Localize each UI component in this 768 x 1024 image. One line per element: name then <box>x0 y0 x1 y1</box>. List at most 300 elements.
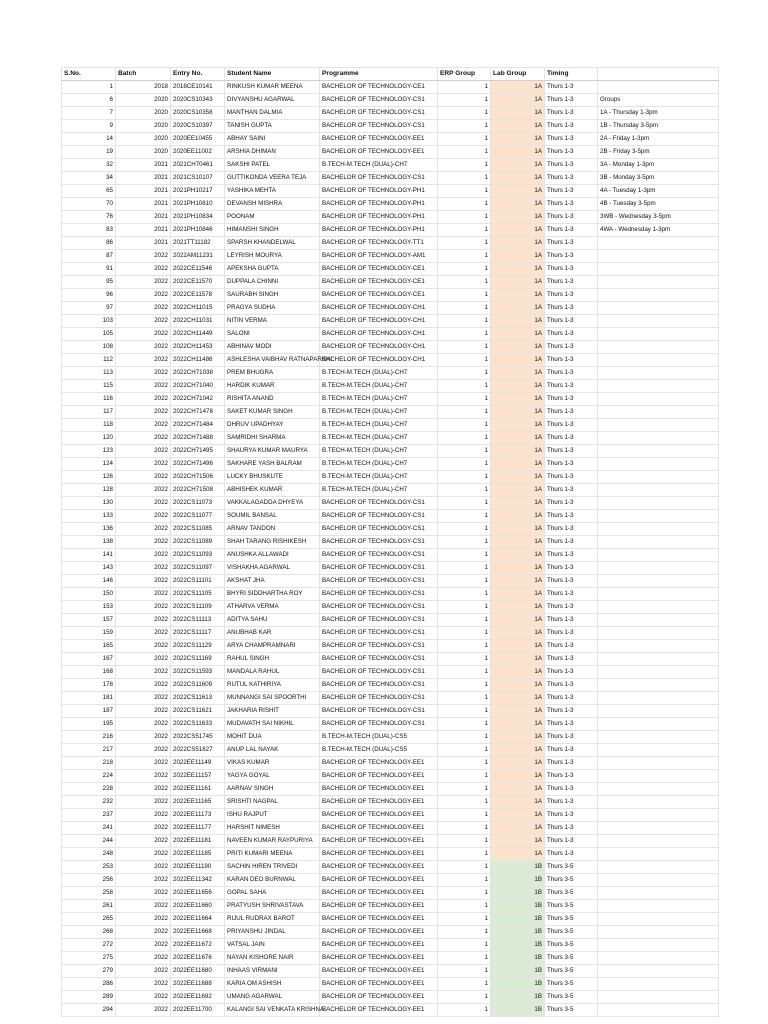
cell-student-name[interactable]: PRATYUSH SHRIVASTAVA <box>225 900 320 913</box>
cell-timing[interactable]: Thurs 1-3 <box>545 224 598 237</box>
cell-sno[interactable]: 76 <box>62 211 116 224</box>
cell-entry-no[interactable]: 2022CS11129 <box>171 640 225 653</box>
empty-cell[interactable] <box>598 341 719 354</box>
cell-programme[interactable]: B.TECH-M.TECH (DUAL)-CH7 <box>320 393 438 406</box>
cell-batch[interactable]: 2022 <box>116 289 171 302</box>
cell-programme[interactable]: B.TECH-M.TECH (DUAL)-CH7 <box>320 380 438 393</box>
cell-entry-no[interactable]: 2022EE11676 <box>171 952 225 965</box>
cell-programme[interactable]: BACHELOR OF TECHNOLOGY-CH1 <box>320 315 438 328</box>
cell-timing[interactable]: Thurs 1-3 <box>545 198 598 211</box>
cell-student-name[interactable]: YAGYA GOYAL <box>225 770 320 783</box>
cell-sno[interactable]: 256 <box>62 874 116 887</box>
cell-entry-no[interactable]: 2022EE11165 <box>171 796 225 809</box>
empty-cell[interactable] <box>598 913 719 926</box>
cell-entry-no[interactable]: 2022CS11633 <box>171 718 225 731</box>
cell-programme[interactable]: B.TECH-M.TECH (DUAL)-CH7 <box>320 406 438 419</box>
cell-programme[interactable]: BACHELOR OF TECHNOLOGY-EE1 <box>320 874 438 887</box>
cell-erp-group[interactable]: 1 <box>438 133 491 146</box>
cell-sno[interactable]: 91 <box>62 263 116 276</box>
cell-sno[interactable]: 70 <box>62 198 116 211</box>
cell-student-name[interactable]: MOHIT DUA <box>225 731 320 744</box>
cell-lab-group[interactable]: 1A <box>491 653 545 666</box>
cell-lab-group[interactable]: 1A <box>491 393 545 406</box>
cell-student-name[interactable]: SAMRIDHI SHARMA <box>225 432 320 445</box>
cell-erp-group[interactable]: 1 <box>438 198 491 211</box>
cell-batch[interactable]: 2022 <box>116 822 171 835</box>
cell-student-name[interactable]: SHAURYA KUMAR MAURYA <box>225 445 320 458</box>
cell-student-name[interactable]: SOUMIL BANSAL <box>225 510 320 523</box>
cell-timing[interactable]: Thurs 1-3 <box>545 588 598 601</box>
cell-student-name[interactable]: ASHLESHA VAIBHAV RATNAPARKHI <box>225 354 320 367</box>
cell-programme[interactable]: BACHELOR OF TECHNOLOGY-CS1 <box>320 718 438 731</box>
cell-timing[interactable]: Thurs 1-3 <box>545 133 598 146</box>
cell-timing[interactable]: Thurs 1-3 <box>545 354 598 367</box>
cell-lab-group[interactable]: 1A <box>491 562 545 575</box>
cell-programme[interactable]: BACHELOR OF TECHNOLOGY-EE1 <box>320 913 438 926</box>
cell-sno[interactable]: 120 <box>62 432 116 445</box>
cell-student-name[interactable]: ARNAV TANDON <box>225 523 320 536</box>
cell-sno[interactable]: 165 <box>62 640 116 653</box>
cell-student-name[interactable]: HIMANSHI SINGH <box>225 224 320 237</box>
cell-student-name[interactable]: UMANG AGARWAL <box>225 991 320 1004</box>
cell-timing[interactable]: Thurs 1-3 <box>545 757 598 770</box>
cell-programme[interactable]: BACHELOR OF TECHNOLOGY-CS1 <box>320 107 438 120</box>
cell-student-name[interactable]: ARSHIA DHIMAN <box>225 146 320 159</box>
cell-sno[interactable]: 117 <box>62 406 116 419</box>
cell-programme[interactable]: BACHELOR OF TECHNOLOGY-EE1 <box>320 952 438 965</box>
cell-sno[interactable]: 228 <box>62 783 116 796</box>
cell-entry-no[interactable]: 2020CS10397 <box>171 120 225 133</box>
cell-erp-group[interactable]: 1 <box>438 536 491 549</box>
cell-erp-group[interactable]: 1 <box>438 835 491 848</box>
group-schedule-item[interactable]: 1A - Thursday 1-3pm <box>598 107 719 120</box>
cell-sno[interactable]: 272 <box>62 939 116 952</box>
cell-timing[interactable]: Thurs 1-3 <box>545 276 598 289</box>
cell-sno[interactable]: 34 <box>62 172 116 185</box>
cell-batch[interactable]: 2021 <box>116 185 171 198</box>
cell-entry-no[interactable]: 2022CH11486 <box>171 354 225 367</box>
cell-erp-group[interactable]: 1 <box>438 315 491 328</box>
cell-student-name[interactable]: ISHU RAJPUT <box>225 809 320 822</box>
cell-lab-group[interactable]: 1A <box>491 640 545 653</box>
cell-batch[interactable]: 2021 <box>116 159 171 172</box>
cell-timing[interactable]: Thurs 1-3 <box>545 705 598 718</box>
cell-sno[interactable]: 224 <box>62 770 116 783</box>
cell-erp-group[interactable]: 1 <box>438 289 491 302</box>
cell-lab-group[interactable]: 1A <box>491 627 545 640</box>
group-schedule-item[interactable]: 2A - Friday 1-3pm <box>598 133 719 146</box>
cell-programme[interactable]: BACHELOR OF TECHNOLOGY-CS1 <box>320 172 438 185</box>
cell-batch[interactable]: 2021 <box>116 172 171 185</box>
cell-sno[interactable]: 265 <box>62 913 116 926</box>
cell-lab-group[interactable]: 1A <box>491 731 545 744</box>
cell-lab-group[interactable]: 1A <box>491 783 545 796</box>
cell-batch[interactable]: 2022 <box>116 471 171 484</box>
cell-erp-group[interactable]: 1 <box>438 588 491 601</box>
cell-lab-group[interactable]: 1B <box>491 991 545 1004</box>
cell-erp-group[interactable]: 1 <box>438 107 491 120</box>
cell-entry-no[interactable]: 2020EE11002 <box>171 146 225 159</box>
cell-lab-group[interactable]: 1A <box>491 276 545 289</box>
empty-cell[interactable] <box>598 562 719 575</box>
empty-cell[interactable] <box>598 731 719 744</box>
cell-sno[interactable]: 115 <box>62 380 116 393</box>
cell-sno[interactable]: 294 <box>62 1004 116 1017</box>
cell-programme[interactable]: BACHELOR OF TECHNOLOGY-EE1 <box>320 133 438 146</box>
cell-programme[interactable]: BACHELOR OF TECHNOLOGY-EE1 <box>320 770 438 783</box>
cell-timing[interactable]: Thurs 1-3 <box>545 445 598 458</box>
cell-student-name[interactable]: KARAN DEO BURNWAL <box>225 874 320 887</box>
cell-sno[interactable]: 19 <box>62 146 116 159</box>
cell-erp-group[interactable]: 1 <box>438 237 491 250</box>
empty-cell[interactable] <box>598 484 719 497</box>
cell-erp-group[interactable]: 1 <box>438 211 491 224</box>
cell-lab-group[interactable]: 1A <box>491 510 545 523</box>
cell-sno[interactable]: 248 <box>62 848 116 861</box>
cell-timing[interactable]: Thurs 1-3 <box>545 458 598 471</box>
cell-batch[interactable]: 2022 <box>116 315 171 328</box>
cell-timing[interactable]: Thurs 1-3 <box>545 159 598 172</box>
cell-student-name[interactable]: HARDIK KUMAR <box>225 380 320 393</box>
cell-programme[interactable]: BACHELOR OF TECHNOLOGY-PH1 <box>320 224 438 237</box>
cell-lab-group[interactable]: 1A <box>491 159 545 172</box>
cell-erp-group[interactable]: 1 <box>438 523 491 536</box>
cell-timing[interactable]: Thurs 3-5 <box>545 874 598 887</box>
cell-batch[interactable]: 2022 <box>116 666 171 679</box>
cell-timing[interactable]: Thurs 3-5 <box>545 1004 598 1017</box>
cell-erp-group[interactable]: 1 <box>438 159 491 172</box>
cell-erp-group[interactable]: 1 <box>438 575 491 588</box>
cell-entry-no[interactable]: 2022CH71042 <box>171 393 225 406</box>
cell-lab-group[interactable]: 1A <box>491 224 545 237</box>
cell-batch[interactable]: 2022 <box>116 991 171 1004</box>
cell-erp-group[interactable]: 1 <box>438 913 491 926</box>
cell-erp-group[interactable]: 1 <box>438 809 491 822</box>
cell-sno[interactable]: 65 <box>62 185 116 198</box>
cell-student-name[interactable]: LUCKY BHUSKUTE <box>225 471 320 484</box>
col-header-erp-group[interactable]: ERP Group <box>438 68 491 81</box>
cell-batch[interactable]: 2022 <box>116 354 171 367</box>
cell-batch[interactable]: 2022 <box>116 614 171 627</box>
cell-batch[interactable]: 2022 <box>116 887 171 900</box>
cell-programme[interactable]: BACHELOR OF TECHNOLOGY-CS1 <box>320 523 438 536</box>
cell-sno[interactable]: 126 <box>62 471 116 484</box>
cell-entry-no[interactable]: 2022EE11700 <box>171 1004 225 1017</box>
empty-cell[interactable] <box>598 575 719 588</box>
empty-cell[interactable] <box>598 965 719 978</box>
cell-erp-group[interactable]: 1 <box>438 510 491 523</box>
cell-entry-no[interactable]: 2022EE11672 <box>171 939 225 952</box>
empty-cell[interactable] <box>598 848 719 861</box>
cell-entry-no[interactable]: 2022EE11680 <box>171 965 225 978</box>
cell-timing[interactable]: Thurs 1-3 <box>545 380 598 393</box>
cell-sno[interactable]: 95 <box>62 276 116 289</box>
cell-sno[interactable]: 153 <box>62 601 116 614</box>
empty-cell[interactable] <box>598 666 719 679</box>
cell-erp-group[interactable]: 1 <box>438 458 491 471</box>
cell-student-name[interactable]: SAKHARE YASH BALRAM <box>225 458 320 471</box>
empty-cell[interactable] <box>598 926 719 939</box>
cell-lab-group[interactable]: 1A <box>491 237 545 250</box>
cell-timing[interactable]: Thurs 1-3 <box>545 536 598 549</box>
cell-erp-group[interactable]: 1 <box>438 653 491 666</box>
cell-erp-group[interactable]: 1 <box>438 718 491 731</box>
cell-student-name[interactable]: VATSAL JAIN <box>225 939 320 952</box>
cell-programme[interactable]: BACHELOR OF TECHNOLOGY-CH1 <box>320 328 438 341</box>
empty-cell[interactable] <box>598 419 719 432</box>
cell-programme[interactable]: BACHELOR OF TECHNOLOGY-EE1 <box>320 757 438 770</box>
cell-entry-no[interactable]: 2022EE11660 <box>171 900 225 913</box>
cell-timing[interactable]: Thurs 1-3 <box>545 692 598 705</box>
cell-batch[interactable]: 2022 <box>116 653 171 666</box>
cell-batch[interactable]: 2022 <box>116 380 171 393</box>
cell-lab-group[interactable]: 1B <box>491 874 545 887</box>
cell-batch[interactable]: 2022 <box>116 588 171 601</box>
cell-programme[interactable]: BACHELOR OF TECHNOLOGY-CS1 <box>320 120 438 133</box>
cell-lab-group[interactable]: 1A <box>491 679 545 692</box>
cell-programme[interactable]: BACHELOR OF TECHNOLOGY-EE1 <box>320 809 438 822</box>
cell-sno[interactable]: 116 <box>62 393 116 406</box>
cell-timing[interactable]: Thurs 3-5 <box>545 939 598 952</box>
cell-lab-group[interactable]: 1B <box>491 952 545 965</box>
empty-cell[interactable] <box>598 406 719 419</box>
cell-erp-group[interactable]: 1 <box>438 393 491 406</box>
empty-cell[interactable] <box>598 718 719 731</box>
cell-programme[interactable]: B.TECH-M.TECH (DUAL)-CH7 <box>320 367 438 380</box>
cell-student-name[interactable]: MUDAVATH SAI NIKHIL <box>225 718 320 731</box>
cell-lab-group[interactable]: 1A <box>491 107 545 120</box>
empty-cell[interactable] <box>598 458 719 471</box>
cell-programme[interactable]: BACHELOR OF TECHNOLOGY-CS1 <box>320 679 438 692</box>
empty-cell[interactable] <box>598 705 719 718</box>
cell-lab-group[interactable]: 1A <box>491 198 545 211</box>
cell-lab-group[interactable]: 1A <box>491 406 545 419</box>
cell-erp-group[interactable]: 1 <box>438 250 491 263</box>
cell-sno[interactable]: 195 <box>62 718 116 731</box>
cell-lab-group[interactable]: 1A <box>491 601 545 614</box>
cell-student-name[interactable]: SALONI <box>225 328 320 341</box>
cell-sno[interactable]: 136 <box>62 523 116 536</box>
cell-erp-group[interactable]: 1 <box>438 926 491 939</box>
cell-entry-no[interactable]: 2021PH10834 <box>171 211 225 224</box>
empty-cell[interactable] <box>598 679 719 692</box>
cell-entry-no[interactable]: 2022EE11190 <box>171 861 225 874</box>
cell-programme[interactable]: B.TECH-M.TECH (DUAL)-CH7 <box>320 458 438 471</box>
cell-entry-no[interactable]: 2021CH70461 <box>171 159 225 172</box>
cell-timing[interactable]: Thurs 1-3 <box>545 211 598 224</box>
cell-batch[interactable]: 2021 <box>116 211 171 224</box>
cell-timing[interactable]: Thurs 1-3 <box>545 653 598 666</box>
group-schedule-item[interactable]: 4B - Tuesday 3-5pm <box>598 198 719 211</box>
group-schedule-item[interactable]: 3B - Monday 3-5pm <box>598 172 719 185</box>
cell-batch[interactable]: 2022 <box>116 809 171 822</box>
cell-lab-group[interactable]: 1A <box>491 133 545 146</box>
cell-sno[interactable]: 112 <box>62 354 116 367</box>
cell-erp-group[interactable]: 1 <box>438 432 491 445</box>
cell-programme[interactable]: B.TECH-M.TECH (DUAL)-CS5 <box>320 731 438 744</box>
empty-cell[interactable] <box>598 302 719 315</box>
cell-student-name[interactable]: PRIYANSHU JINDAL <box>225 926 320 939</box>
cell-programme[interactable]: BACHELOR OF TECHNOLOGY-PH1 <box>320 211 438 224</box>
cell-student-name[interactable]: YASHIKA MEHTA <box>225 185 320 198</box>
cell-entry-no[interactable]: 2022CS11169 <box>171 653 225 666</box>
cell-programme[interactable]: BACHELOR OF TECHNOLOGY-CS1 <box>320 549 438 562</box>
cell-entry-no[interactable]: 2021CS10107 <box>171 172 225 185</box>
empty-cell[interactable] <box>598 81 719 94</box>
cell-batch[interactable]: 2022 <box>116 705 171 718</box>
cell-student-name[interactable]: MANDALA RAHUL <box>225 666 320 679</box>
cell-student-name[interactable]: KALANGI SAI VENKATA KRISHNA <box>225 1004 320 1017</box>
empty-cell[interactable] <box>598 276 719 289</box>
cell-sno[interactable]: 118 <box>62 419 116 432</box>
cell-student-name[interactable]: LEYRISH MOURYA <box>225 250 320 263</box>
cell-lab-group[interactable]: 1A <box>491 575 545 588</box>
cell-lab-group[interactable]: 1A <box>491 692 545 705</box>
empty-cell[interactable] <box>598 1004 719 1017</box>
cell-lab-group[interactable]: 1A <box>491 185 545 198</box>
cell-programme[interactable]: BACHELOR OF TECHNOLOGY-TT1 <box>320 237 438 250</box>
empty-cell[interactable] <box>598 952 719 965</box>
cell-programme[interactable]: BACHELOR OF TECHNOLOGY-CS1 <box>320 497 438 510</box>
cell-lab-group[interactable]: 1A <box>491 81 545 94</box>
cell-entry-no[interactable]: 2022CS51827 <box>171 744 225 757</box>
cell-programme[interactable]: BACHELOR OF TECHNOLOGY-AM1 <box>320 250 438 263</box>
cell-entry-no[interactable]: 2022CS11117 <box>171 627 225 640</box>
cell-entry-no[interactable]: 2022CS11621 <box>171 705 225 718</box>
cell-erp-group[interactable]: 1 <box>438 380 491 393</box>
cell-erp-group[interactable]: 1 <box>438 614 491 627</box>
cell-student-name[interactable]: AARNAV SINGH <box>225 783 320 796</box>
cell-lab-group[interactable]: 1A <box>491 848 545 861</box>
cell-erp-group[interactable]: 1 <box>438 224 491 237</box>
cell-student-name[interactable]: ANUP LAL NAYAK <box>225 744 320 757</box>
cell-timing[interactable]: Thurs 1-3 <box>545 289 598 302</box>
empty-cell[interactable] <box>598 770 719 783</box>
empty-cell[interactable] <box>598 432 719 445</box>
cell-sno[interactable]: 14 <box>62 133 116 146</box>
empty-cell[interactable] <box>598 510 719 523</box>
cell-programme[interactable]: BACHELOR OF TECHNOLOGY-CE1 <box>320 263 438 276</box>
cell-student-name[interactable]: ANUBHAB KAR <box>225 627 320 640</box>
cell-batch[interactable]: 2022 <box>116 1004 171 1017</box>
cell-timing[interactable]: Thurs 1-3 <box>545 315 598 328</box>
cell-timing[interactable]: Thurs 1-3 <box>545 744 598 757</box>
cell-lab-group[interactable]: 1A <box>491 367 545 380</box>
cell-timing[interactable]: Thurs 1-3 <box>545 81 598 94</box>
cell-entry-no[interactable]: 2022CE11570 <box>171 276 225 289</box>
cell-lab-group[interactable]: 1A <box>491 497 545 510</box>
cell-student-name[interactable]: ARYA CHAMPRAMNARI <box>225 640 320 653</box>
cell-sno[interactable]: 1 <box>62 81 116 94</box>
cell-lab-group[interactable]: 1A <box>491 718 545 731</box>
group-schedule-item[interactable]: 3WB - Wednesday 3-5pm <box>598 211 719 224</box>
cell-student-name[interactable]: SPARSH KHANDELWAL <box>225 237 320 250</box>
cell-programme[interactable]: BACHELOR OF TECHNOLOGY-EE1 <box>320 926 438 939</box>
cell-sno[interactable]: 187 <box>62 705 116 718</box>
cell-timing[interactable]: Thurs 1-3 <box>545 120 598 133</box>
cell-batch[interactable]: 2022 <box>116 939 171 952</box>
cell-lab-group[interactable]: 1A <box>491 484 545 497</box>
cell-entry-no[interactable]: 2022EE11157 <box>171 770 225 783</box>
cell-timing[interactable]: Thurs 1-3 <box>545 263 598 276</box>
cell-timing[interactable]: Thurs 1-3 <box>545 146 598 159</box>
empty-cell[interactable] <box>598 861 719 874</box>
cell-entry-no[interactable]: 2022EE11668 <box>171 926 225 939</box>
cell-student-name[interactable]: HARSHIT NIMESH <box>225 822 320 835</box>
cell-lab-group[interactable]: 1A <box>491 146 545 159</box>
cell-sno[interactable]: 7 <box>62 107 116 120</box>
cell-sno[interactable]: 87 <box>62 250 116 263</box>
cell-sno[interactable]: 124 <box>62 458 116 471</box>
cell-sno[interactable]: 167 <box>62 653 116 666</box>
cell-entry-no[interactable]: 2022CH71508 <box>171 484 225 497</box>
cell-batch[interactable]: 2022 <box>116 328 171 341</box>
cell-batch[interactable]: 2022 <box>116 744 171 757</box>
cell-sno[interactable]: 141 <box>62 549 116 562</box>
cell-batch[interactable]: 2021 <box>116 198 171 211</box>
cell-programme[interactable]: BACHELOR OF TECHNOLOGY-PH1 <box>320 185 438 198</box>
cell-student-name[interactable]: NITIN VERMA <box>225 315 320 328</box>
cell-lab-group[interactable]: 1A <box>491 536 545 549</box>
cell-timing[interactable]: Thurs 1-3 <box>545 640 598 653</box>
empty-cell[interactable] <box>598 380 719 393</box>
cell-batch[interactable]: 2022 <box>116 770 171 783</box>
cell-student-name[interactable]: RIJUL RUDRAX BAROT <box>225 913 320 926</box>
cell-lab-group[interactable]: 1A <box>491 705 545 718</box>
cell-timing[interactable]: Thurs 1-3 <box>545 796 598 809</box>
cell-lab-group[interactable]: 1A <box>491 523 545 536</box>
cell-batch[interactable]: 2022 <box>116 926 171 939</box>
cell-entry-no[interactable]: 2022CH11449 <box>171 328 225 341</box>
empty-cell[interactable] <box>598 835 719 848</box>
cell-lab-group[interactable]: 1A <box>491 94 545 107</box>
cell-entry-no[interactable]: 2022CH71488 <box>171 432 225 445</box>
cell-student-name[interactable]: SAURABH SINGH <box>225 289 320 302</box>
cell-student-name[interactable]: SAKSHI PATEL <box>225 159 320 172</box>
cell-batch[interactable]: 2022 <box>116 575 171 588</box>
empty-cell[interactable] <box>598 796 719 809</box>
cell-entry-no[interactable]: 2021PH10846 <box>171 224 225 237</box>
cell-batch[interactable]: 2022 <box>116 757 171 770</box>
cell-sno[interactable]: 9 <box>62 120 116 133</box>
cell-entry-no[interactable]: 2022EE11181 <box>171 835 225 848</box>
cell-batch[interactable]: 2022 <box>116 250 171 263</box>
cell-sno[interactable]: 279 <box>62 965 116 978</box>
cell-sno[interactable]: 181 <box>62 692 116 705</box>
cell-timing[interactable]: Thurs 1-3 <box>545 172 598 185</box>
cell-timing[interactable]: Thurs 1-3 <box>545 718 598 731</box>
cell-sno[interactable]: 130 <box>62 497 116 510</box>
cell-student-name[interactable]: BHYRI SIDDHARTHA ROY <box>225 588 320 601</box>
cell-timing[interactable]: Thurs 1-3 <box>545 601 598 614</box>
cell-student-name[interactable]: PRITI KUMARI MEENA <box>225 848 320 861</box>
cell-programme[interactable]: BACHELOR OF TECHNOLOGY-CS1 <box>320 666 438 679</box>
cell-batch[interactable]: 2022 <box>116 302 171 315</box>
cell-lab-group[interactable]: 1B <box>491 1004 545 1017</box>
empty-cell[interactable] <box>598 315 719 328</box>
cell-entry-no[interactable]: 2020EE10455 <box>171 133 225 146</box>
cell-student-name[interactable]: AKSHAT JHA <box>225 575 320 588</box>
cell-erp-group[interactable]: 1 <box>438 185 491 198</box>
cell-entry-no[interactable]: 2022CH71478 <box>171 406 225 419</box>
cell-timing[interactable]: Thurs 1-3 <box>545 471 598 484</box>
cell-sno[interactable]: 268 <box>62 926 116 939</box>
groups-title[interactable]: Groups <box>598 94 719 107</box>
cell-timing[interactable]: Thurs 3-5 <box>545 978 598 991</box>
cell-timing[interactable]: Thurs 3-5 <box>545 991 598 1004</box>
cell-timing[interactable]: Thurs 1-3 <box>545 94 598 107</box>
cell-batch[interactable]: 2022 <box>116 536 171 549</box>
